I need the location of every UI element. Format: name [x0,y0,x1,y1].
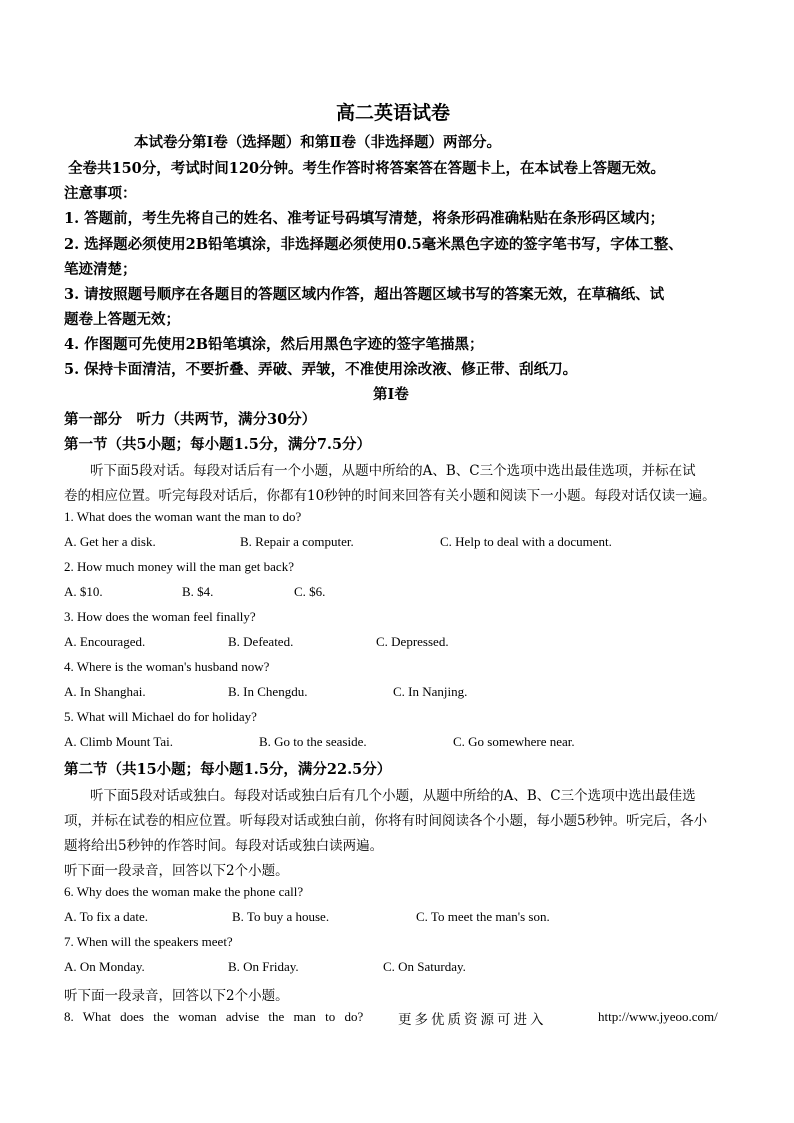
q6-option-a: A. To fix a date. [64,909,149,924]
part1-title: 第一部分 听力（共两节，满分30分） [64,411,317,428]
q8-ad-text: 更多优质资源可进入 [398,1012,547,1028]
q7-option-b: B. On Friday. [228,959,299,974]
section2-instruction-line1: 听下面5段对话或独白。每段对话或独白后有几个小题，从题中所给的A、B、C三个选项中选出最佳选 [90,788,696,804]
note-3-cont: 题卷上答题无效； [64,311,180,328]
q1-option-b: B. Repair a computer. [240,534,354,549]
question-3: 3. How does the woman feel finally? [64,609,256,624]
note-5: 5. 保持卡面清洁，不要折叠、弄破、弄皱，不准使用涂改液、修正带、刮纸刀。 [64,361,578,378]
q1-option-c: C. Help to deal with a document. [440,534,612,549]
section1-instruction-line2: 卷的相应位置。听完每段对话后，你都有10秒钟的时间来回答有关小题和阅读下一小题。每段对话仅读一遍。 [64,488,716,504]
q7-option-c: C. On Saturday. [383,959,466,974]
q2-option-b: B. $4. [182,584,214,599]
q1-option-a: A. Get her a disk. [64,534,156,549]
question-2: 2. How much money will the man get back? [64,559,294,574]
q6-option-c: C. To meet the man's son. [416,909,550,924]
q7-option-a: A. On Monday. [64,959,145,974]
q3-option-c: C. Depressed. [376,634,449,649]
q5-option-c: C. Go somewhere near. [453,734,575,749]
q3-option-a: A. Encouraged. [64,634,146,649]
q4-option-c: C. In Nanjing. [393,684,468,699]
q4-option-b: B. In Chengdu. [228,684,308,699]
question-6: 6. Why does the woman make the phone call? [64,884,304,899]
exam-intro: 全卷共150分，考试时间120分钟。考生作答时将答案答在答题卡上，在本试卷上答题无效。 [68,160,666,177]
q4-option-a: A. In Shanghai. [64,684,146,699]
question-4: 4. Where is the woman's husband now? [64,659,270,674]
note-2: 2. 选择题必须使用2B铅笔填涂，非选择题必须使用0.5毫米黑色字迹的签字笔书写，字体工整、 [64,236,683,253]
question-8: 8. What does the woman advise the man to do? [64,1009,364,1024]
section2-instruction-line3: 题将给出5秒钟的作答时间。每段对话或独白读两遍。 [64,838,384,854]
q5-option-a: A. Climb Mount Tai. [64,734,173,749]
section1-title: 第一节（共5小题；每小题1.5分，满分7.5分） [64,436,372,453]
q6-option-b: B. To buy a house. [232,909,330,924]
exam-subtitle: 本试卷分第Ⅰ卷（选择题）和第Ⅱ卷（非选择题）两部分。 [134,134,502,151]
section2-instruction-line2: 项，并标在试卷的相应位置。听每段对话或独白前，你将有时间阅读各个小题，每小题5秒钟。听完后，各小 [64,813,708,829]
note-1: 1. 答题前，考生先将自己的姓名、准考证号码填写清楚，将条形码准确粘贴在条形码区域内； [64,210,665,227]
question-7: 7. When will the speakers meet? [64,934,233,949]
q2-option-c: C. $6. [294,584,326,599]
note-3: 3. 请按照题号顺序在各题目的答题区域内作答，超出答题区域书写的答案无效，在草稿纸、试 [64,286,665,303]
section2-title: 第二节（共15小题；每小题1.5分，满分22.5分） [64,761,392,778]
q2-option-a: A. $10. [64,584,103,599]
listen-prompt-2: 听下面一段录音，回答以下2个小题。 [64,988,289,1004]
section1-instruction-line1: 听下面5段对话。每段对话后有一个小题，从题中所给的A、B、C三个选项中选出最佳选项，并标在试 [90,463,696,479]
notes-heading: 注意事项： [64,185,137,202]
note-2-cont: 笔迹清楚； [64,261,137,278]
volume-title: 第Ⅰ卷 [373,386,409,403]
note-4: 4. 作图题可先使用2B铅笔填涂，然后用黑色字迹的签字笔描黑； [64,336,484,353]
q3-option-b: B. Defeated. [228,634,294,649]
listen-prompt-1: 听下面一段录音，回答以下2个小题。 [64,863,289,879]
q5-option-b: B. Go to the seaside. [259,734,367,749]
exam-title: 高二英语试卷 [336,102,451,124]
question-1: 1. What does the woman want the man to do? [64,509,302,524]
question-5: 5. What will Michael do for holiday? [64,709,257,724]
q8-ad-link[interactable]: http://www.jyeoo.com/ [598,1009,718,1024]
